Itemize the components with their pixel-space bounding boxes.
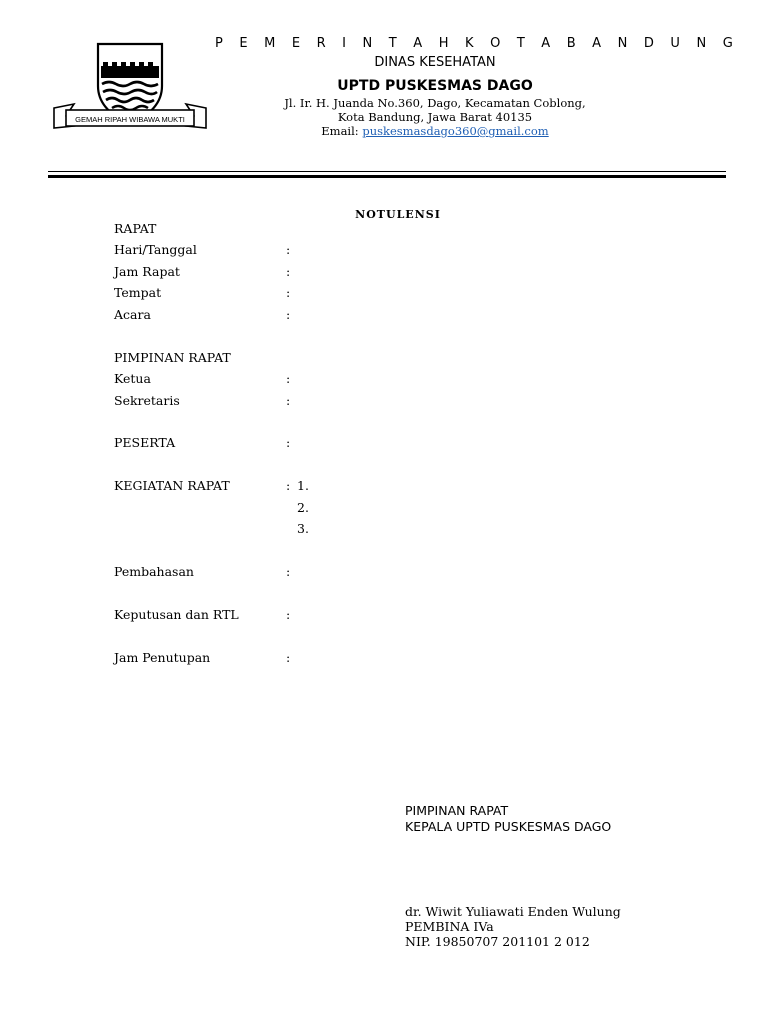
signatory-rank: PEMBINA IVa [405, 919, 494, 934]
label-keputusan-rtl: Keputusan dan RTL [114, 607, 239, 622]
colon: : [286, 478, 291, 493]
colon: : [286, 435, 291, 450]
colon: : [286, 564, 291, 579]
address-line-1: Jl. Ir. H. Juanda No.360, Dago, Kecamatan Coblong, [284, 96, 586, 110]
government-name: P E M E R I N T A H K O T A B A N D U N G [215, 36, 739, 51]
colon: : [286, 607, 291, 622]
label-hari-tanggal: Hari/Tanggal [114, 242, 197, 257]
kegiatan-item-3: 3. [297, 521, 309, 536]
colon: : [286, 307, 291, 322]
unit-name: UPTD PUSKESMAS DAGO [337, 78, 533, 94]
signature-title: PIMPINAN RAPAT [405, 803, 509, 818]
label-jam-penutupan: Jam Penutupan [114, 650, 211, 665]
email-label: Email: [321, 124, 363, 138]
email-link[interactable]: puskesmasdago360@gmail.com [362, 124, 549, 138]
kegiatan-item-1: 1. [297, 478, 309, 493]
label-sekretaris: Sekretaris [114, 393, 180, 408]
header-divider-thin [48, 171, 726, 172]
header-divider-thick [48, 175, 726, 178]
colon: : [286, 371, 291, 386]
colon: : [286, 242, 291, 257]
section-pimpinan-rapat: PIMPINAN RAPAT [114, 350, 231, 365]
colon: : [286, 285, 291, 300]
signatory-name: dr. Wiwit Yuliawati Enden Wulung [405, 904, 621, 919]
kegiatan-item-2: 2. [297, 500, 309, 515]
document-title: NOTULENSI [355, 208, 441, 221]
label-acara: Acara [114, 307, 151, 322]
logo-motto: GEMAH RIPAH WIBAWA MUKTI [75, 115, 185, 124]
signature-position: KEPALA UPTD PUSKESMAS DAGO [405, 819, 612, 834]
label-kegiatan-rapat: KEGIATAN RAPAT [114, 478, 230, 493]
signatory-nip: NIP. 19850707 201101 2 012 [405, 934, 590, 949]
label-jam-rapat: Jam Rapat [114, 264, 180, 279]
label-pembahasan: Pembahasan [114, 564, 194, 579]
colon: : [286, 650, 291, 665]
label-tempat: Tempat [114, 285, 162, 300]
department-name: DINAS KESEHATAN [374, 55, 496, 70]
label-peserta: PESERTA [114, 435, 176, 450]
section-rapat: RAPAT [114, 221, 157, 236]
colon: : [286, 264, 291, 279]
bandung-city-logo [52, 40, 208, 132]
email-line [215, 124, 655, 138]
colon: : [286, 393, 291, 408]
address-line-2: Kota Bandung, Jawa Barat 40135 [337, 110, 533, 124]
label-ketua: Ketua [114, 371, 151, 386]
